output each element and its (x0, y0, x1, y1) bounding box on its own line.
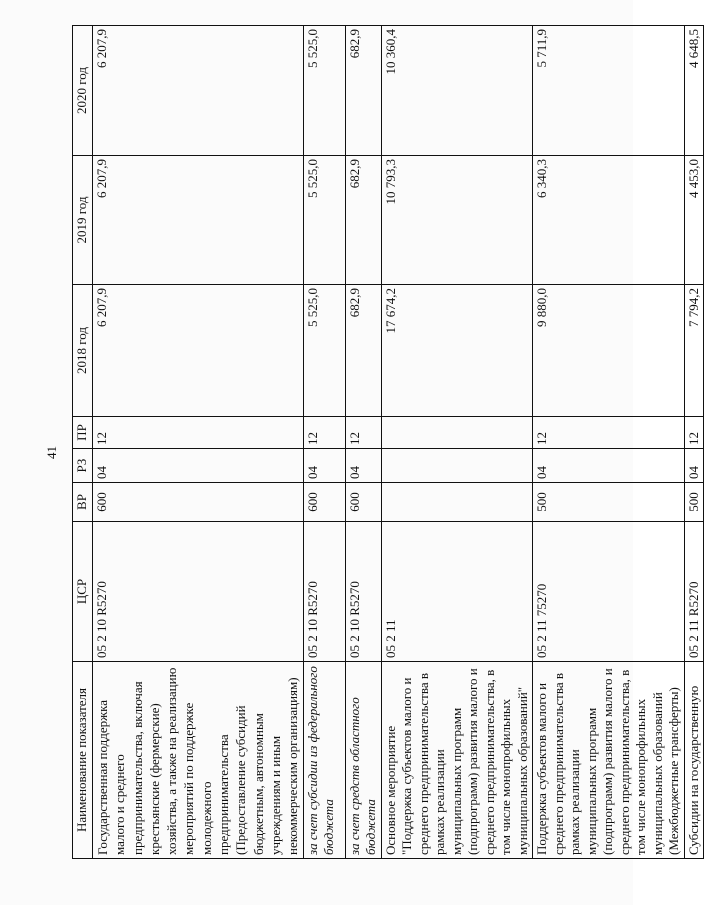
row-pr (381, 417, 533, 449)
row-2019: 10 793,3 (381, 156, 533, 285)
table-row (303, 26, 345, 859)
row-vr: 600 (93, 483, 304, 522)
row-vr: 500 (684, 483, 704, 522)
row-name: Основное мероприятие "Поддержка субъектов малого и среднего предпринимательства в рамках реализации муниципальных программ (подпрограмм) развития малого и среднего предпринимательства, в том числе монопрофильных муниципальных образований" (381, 662, 533, 859)
header-2019: 2019 год (73, 156, 93, 285)
row-csr: 05 2 11 75270 (533, 522, 685, 662)
row-2020: 4 648,5 (684, 26, 704, 156)
row-csr: 05 2 10 R5270 (345, 522, 381, 662)
row-2019: 682,9 (345, 156, 381, 285)
row-2019: 6 207,9 (93, 156, 304, 285)
header-csr: ЦСР (73, 522, 93, 662)
header-2018: 2018 год (73, 285, 93, 417)
row-name: за счет средств областного бюджета (345, 662, 381, 859)
row-csr: 05 2 11 (381, 522, 533, 662)
header-name: Наименование показателя (73, 662, 93, 859)
table-header-row (73, 26, 93, 859)
row-name: за счет субсидии из федерального бюджета (303, 662, 345, 859)
row-pr: 12 (684, 417, 704, 449)
header-vr: ВР (73, 483, 93, 522)
table-row (345, 26, 381, 859)
row-rz: 04 (533, 449, 685, 483)
row-2018: 17 674,2 (381, 285, 533, 417)
row-2020: 5 711,9 (533, 26, 685, 156)
row-name: Субсидии на государственную (684, 662, 704, 859)
row-rz: 04 (93, 449, 304, 483)
table-row (684, 26, 704, 859)
row-2020: 682,9 (345, 26, 381, 156)
row-name: Поддержка субъектов малого и среднего предпринимательства в рамках реализации муниципальных программ (подпрограмм) развития малого и среднего предпринимательства, в том числе монопрофильных муниципальных образований (Межбюджетные трансферты) (533, 662, 685, 859)
header-rz: РЗ (73, 449, 93, 483)
row-2018: 5 525,0 (303, 285, 345, 417)
row-pr: 12 (533, 417, 685, 449)
row-csr: 05 2 10 R5270 (93, 522, 304, 662)
row-rz (381, 449, 533, 483)
row-pr: 12 (303, 417, 345, 449)
header-pr: ПР (73, 417, 93, 449)
row-2019: 5 525,0 (303, 156, 345, 285)
row-pr: 12 (345, 417, 381, 449)
header-2020: 2020 год (73, 26, 93, 156)
row-2020: 10 360,4 (381, 26, 533, 156)
row-2018: 7 794,2 (684, 285, 704, 417)
table-row (533, 26, 685, 859)
row-2019: 4 453,0 (684, 156, 704, 285)
row-vr (381, 483, 533, 522)
row-2018: 682,9 (345, 285, 381, 417)
row-2019: 6 340,3 (533, 156, 685, 285)
row-csr: 05 2 10 R5270 (303, 522, 345, 662)
row-rz: 04 (684, 449, 704, 483)
row-2020: 5 525,0 (303, 26, 345, 156)
row-csr: 05 2 11 R5270 (684, 522, 704, 662)
row-vr: 600 (303, 483, 345, 522)
row-2018: 6 207,9 (93, 285, 304, 417)
row-rz: 04 (345, 449, 381, 483)
row-pr: 12 (93, 417, 304, 449)
row-vr: 600 (345, 483, 381, 522)
row-name: Государственная поддержка малого и среднего предпринимательства, включая крестьянские (фермерские) хозяйства, а также на реализацию мероприятий по поддержке молодежного предпринимательства (Предоставление субсидий бюджетным, автономным учреждениям и иным некоммерческим организациям) (93, 662, 304, 859)
page-number: 41 (44, 446, 59, 459)
budget-table (72, 25, 704, 859)
row-vr: 500 (533, 483, 685, 522)
row-2018: 9 880,0 (533, 285, 685, 417)
row-rz: 04 (303, 449, 345, 483)
table-row (93, 26, 304, 859)
table-row (381, 26, 533, 859)
row-2020: 6 207,9 (93, 26, 304, 156)
